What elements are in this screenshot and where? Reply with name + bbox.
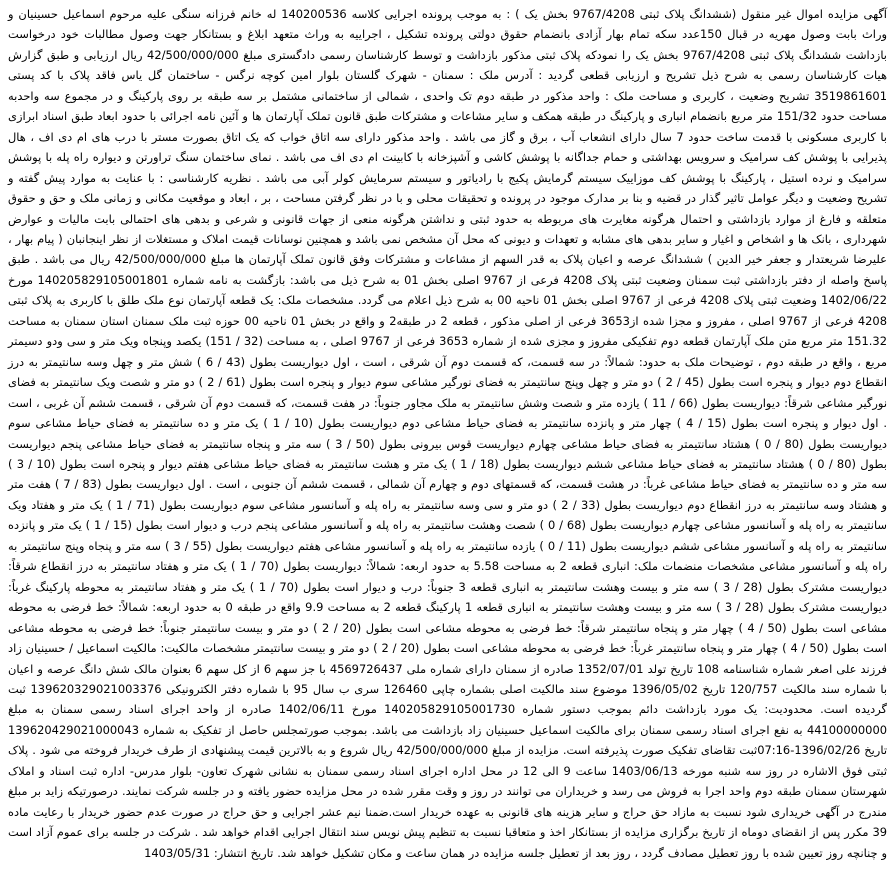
notice-paragraph: آگهی مزایده اموال غیر منقول (ششدانگ پلاک ثبتی 9767/4208 بخش یک ) : به موجب پرونده اجرایی کلاسه 140200536 له خانم فرزانه سنگی علیه مرحوم اسماعیل حسینیان و وراث بابت وصول مهریه در قبال 150عدد سکه تمام بهار آزادی بانضمام حقوق دولتی پرونده تشکیل ، اجراییه به وراث متعهد ابلاغ و بستانکار جهت وصول مطالبات خود درخواست بازداشت ششدانگ پلاک ثبتی 9767/4208 بخش یک را نمودکه پلاک ثبتی مذکور بازداشت و توسط کارشناسان رسمی دادگستری مبلغ 42/500/000/000 ریال ارزیابی و طبق گزارش هیات کارشناسان رسمی به شرح ذیل تشریح و ارزیابی قطعی گردید : آدرس ملک : سمنان - شهرک گلستان بلوار امین کوچه نرگس - ساختمان گل یاس فاقد پلاک با کد پستی 3519861601 تشریح وضعیت ، کاربری و مساحت ملک : واحد مذکور در طبقه دوم تک واحدی ، شمالی از ساختمانی مشتمل بر سه طبقه بر روی پارکینگ و در مجموع سه واحدبه مساحت حدود 151/32 متر مربع بانضمام انباری و پارکینگ در طبقه همکف و سایر مشاعات و مشترکات طبق قانون تملک آپارتمان ها و آئین نامه اجرائی با حدود ابعاد طبق اسناد ابرازی با کاربری مسکونی با قدمت ساخت حدود 7 سال دارای انشعاب آب ، برق و گاز می باشد . واحد مذکور دارای سه اتاق خواب که یک اتاق بصورت مستر با درب های ام دی اف ، هال پذیرایی با پوشش کف سرامیک و سرویس بهداشتی و حمام جداگانه با پوشش کاشی و آشپزخانه با کابینت ام دی اف می باشد . نمای ساختمان سنگ تراورتن و دیواره راه پله با پوشش سرامیک و نرده استیل ، پارکینگ با پوشش کف موزاییک سیستم گرمایش پکیج با رادیاتور و سیستم سرمایش کولر آبی می باشد . نظریه کارشناسی : با عنایت به موارد پیش گفته و تشریح وضعیت و دیگر عوامل تاثیر گذار در قضیه و بنا بر مدارک موجود در پرونده و تحقیقات محلی و با در نظر گرفتن مساحت ، بر ، ابعاد و موقعیت مکانی و زمانی ملک و حق و حقوق متعلقه و فارغ از موارد بازداشتی و احتمال هرگونه مغایرت های مربوطه به حدود ثبتی و نداشتن هرگونه منعی از جهات قانونی و شرعی و بدهی های احتمالی بابت مالیات و عوارض شهرداری ، بانک ها و اشخاص و اغیار و سایر بدهی های مشابه و تعهدات و دیونی که محل آن مشخص نمی باشد و همچنین نوسانات قیمت املاک و مستغلات از نظر اینجانبان ( پیام بهار ، علیرضا شریعتدار و جعفر خیر الدین ) ششدانگ عرصه و اعیان پلاک به قدر السهم از مشاعات و مشترکات وفق قانون تملک آپارتمان ها مبلغ 42/500/000/000 ریال می باشد . طبق پاسخ واصله از دفتر بازداشتی ثبت سمنان وضعیت ثبتی پلاک 4208 فرعی از 9767 اصلی بخش 01 به شرح ذیل می باشد: بازگشت به نامه شماره 140205829105001801 مورخ 1402/06/22 وضعیت ثبتی پلاک 4208 فرعی از 9767 اصلی بخش 01 ناحیه 00 به شرح ذیل اعلام می گردد. مشخصات ملک: یک قطعه آپارتمان نوع ملک طلق با کاربری به پلاک ثبتی 4208 فرعی از 9767 اصلی ، مفروز و مجزا شده از3653 فرعی از اصلی مذکور ، قطعه 2 در طبقه2 و واقع در بخش 01 ناحیه 00 حوزه ثبت ملک سمنان استان سمنان به مساحت 151.32 متر مربع متن ملک آپارتمان قطعه دوم تفکیکی مفروز و مجزی شده از شماره 3653 فرعی از 9767 اصلی ، به مساحت (32 / 151) یکصد وپنجاه ویک متر و سی ودو دسیمتر مربع ، واقع در طبقه دوم ، توضیحات ملک به حدود: شمالاً: در سه قسمت، که قسمت دوم آن شرقی ، است ، اول دیواریست بطول (43 / 6 ) شش متر و چهل وسه سانتیمتر به درز انقطاع دوم دیوار و پنجره است بطول (45 / 2 ) دو متر و چهل وپنج سانتیمتر به فضای نورگیر مشاعی سوم دیوار و پنجره است بطول (61 / 2 ) دو متر و شصت ویک سانتیمتر به فضای نورگیر مشاعی شرقاً: دیواریست بطول (66 / 11 ) یازده متر و شصت وشش سانتیمتر به ملک مجاور جنوباً: در هفت قسمت، که قسمت دوم آن شرقی ، قسمت ششم آن غربی ، است . اول دیوار و پنجره است بطول (15 / 4 ) چهار متر و پانزده سانتیمتر به فضای حیاط مشاعی دوم دیواریست بطول (10 / 1 ) یک متر و ده سانتیمتر به فضای حیاط مشاعی سوم دیواریست بطول (80 / 0 ) هشتاد سانتیمتر به فضای حیاط مشاعی چهارم دیواریست قوس بیرونی بطول (50 / 3 ) سه متر و پنجاه سانتیمتر به فضای حیاط مشاعی پنجم دیواریست بطول (80 / 0 ) هشتاد سانتیمتر به فضای حیاط مشاعی ششم دیواریست بطول (18 / 1 ) یک متر و هشت سانتیمتر به فضای حیاط مشاعی هفتم دیوار و پنجره است بطول (10 / 3 ) سه متر و ده سانتیمتر به فضای حیاط مشاعی غرباً: در هشت قسمت، که قسمتهای دوم و چهارم آن شمالی ، قسمت ششم آن جنوبی ، است . اول دیواریست بطول (83 / 7 ) هفت متر و هشتاد وسه سانتیمتر به درز انقطاع دوم دیواریست بطول (33 / 2 ) دو متر و سی وسه سانتیمتر به راه پله و آسانسور مشاعی سوم دیواریست بطول (71 / 1 ) یک متر و هفتاد ویک سانتیمتر به راه پله و آسانسور مشاعی چهارم دیواریست بطول (68 / 0 ) شصت وهشت سانتیمتر به راه پله و آسانسور مشاعی پنجم درب و دیوار است بطول (15 / 1 ) یک متر و پانزده سانتیمتر به راه پله و آسانسور مشاعی ششم دیواریست بطول (11 / 0 ) یازده سانتیمتر به راه پله و آسانسور مشاعی هفتم دیواریست بطول (55 / 3 ) سه متر و پنجاه وپنج سانتیمتر به راه پله و آسانسور مشاعی مشخصات منضمات ملک: انباری قطعه 2 به مساحت 5.58 به حدود اربعه: شمالاً: دیواریست بطول (70 / 1 ) یک متر و هفتاد سانتیمتر به درز انقطاع شرقاً: دیواریست مشترک بطول (28 / 3 ) سه متر و بیست وهشت سانتیمتر به انباری قطعه 3 جنوباً: درب و دیوار است بطول (70 / 1 ) یک متر و هفتاد سانتیمتر به محوطه پارکینگ غرباً: دیواریست مشترک بطول (28 / 3 ) سه متر و بیست وهشت سانتیمتر به انباری قطعه 1 پارکینگ قطعه 2 به مساحت 9.9 واقع در طبقه 0 به حدود اربعه: شمالاً: خط فرضی به محوطه مشاعی است بطول (50 / 4 ) چهار متر و پنجاه سانتیمتر شرقاً: خط فرضی به محوطه مشاعی است بطول (20 / 2 ) دو متر و بیست سانتیمتر جنوباً: خط فرضی به محوطه مشاعی است بطول (50 / 4 ) چهار متر و پنجاه سانتیمتر غرباً: خط فرضی به محوطه مشاعی است بطول (20 / 2 ) دو متر و بیست سانتیمتر مشخصات مالکیت: مالکیت اسماعیل / حسینیان زاد فرزند علی اصغر شماره شناسنامه 108 تاریخ تولد 1352/07/01 صادره از سمنان دارای شماره ملی 4569726437 با جز سهم 6 از کل سهم 6 بعنوان مالک شش دانگ عرصه و اعیان با شماره سند مالکیت 120/757 تاریخ 1396/05/02 موضوع سند مالکیت اصلی بشماره چاپی 126460 سری ب سال 95 با شماره دفتر الکترونیکی 139620329021003376 ثبت گردیده است. محدودیت: یک مورد بازداشت دائم بموجب دستور شماره 140205829105001730 مورخ 1402/06/11 صادره از واحد اجرای اسناد رسمی سمنان به مبلغ 44100000000 به نفع اجرای اسناد رسمی سمنان برای مالکیت اسماعیل حسینیان زاد بازداشت می باشد. بموجب صورتمجلس حاصل از تفکیک به شماره 139620429021000043 تاریخ 1396/02/26-07:16ثبت تقاضای تفکیک صورت پذیرفته است. مزایده از مبلغ 42/500/000/000 ریال شروع و به بالاترین قیمت پیشنهادی از طرف خریدار فروخته می شود . پلاک ثبتی فوق الاشاره در روز سه شنبه مورخه 1403/06/13 ساعت 9 الی 12 در محل اداره اجرای اسناد رسمی سمنان به نشانی شهرک تعاون- بلوار مدرس- اداره ثبت اسناد و املاک شهرستان سمنان طبقه دوم واحد اجرا به فروش می رسد و خریداران می توانند در روز و وقت مقرر شده در محل مزایده حضور یافته و در جلسه شرکت نمایند. درصورتیکه زاید بر مبلغ مندرج در آگهی خریداری شود نسبت به مازاد حق حراج و سایر هزینه های قانونی به عهده خریدار است.ضمنا نیم عشر اجرایی و حق حراج در صورت عدم حضور خریدار با رعایت ماده 39 مکرر پس از انقضای دوماه از تاریخ برگزاری مزایده از بستانکار اخذ و متعاقبا نسبت به تنظیم پیش نویس سند انتقال اجرایی اقدام خواهد شد . شرکت در جلسه برای عموم آزاد است و چنانچه روز تعیین شده با روز تعطیل مصادف گردد ، روز بعد از تعطیل جلسه مزایده در همان ساعت و مکان تشکیل خواهد شد. تاریخ انتشار: 1403/05/31 — [8, 7, 888, 860]
notice-body — [8, 4, 887, 863]
